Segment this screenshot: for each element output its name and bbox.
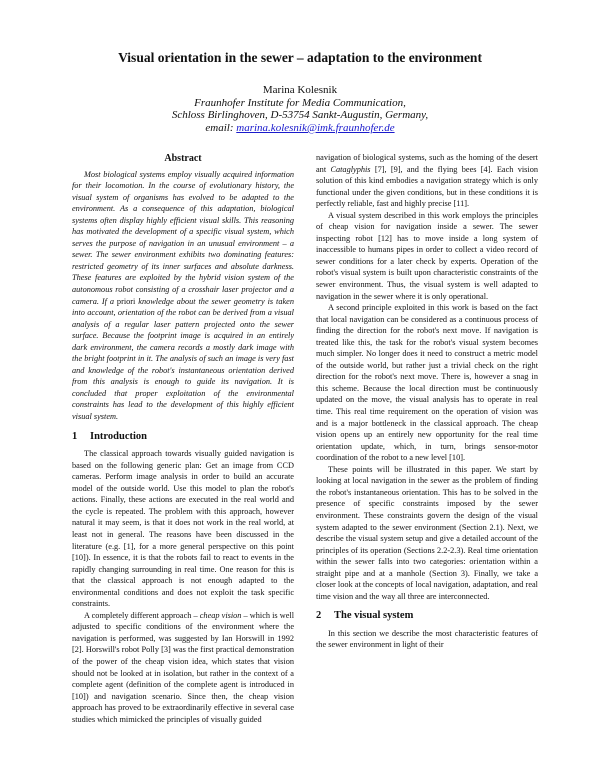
affiliation-line-2: Schloss Birlinghoven, D-53754 Sankt-Augustin, Germany, xyxy=(171,109,429,122)
section-2-number: 2 xyxy=(316,610,322,622)
left-column xyxy=(72,150,294,725)
continued-part-1: navigation of biological systems, such as the homing of the desert ant xyxy=(316,153,538,174)
abstract-priori-word: priori xyxy=(116,296,136,306)
affiliation-line-1: Fraunhofer Institute for Media Communication, xyxy=(194,96,406,109)
email-label: email: xyxy=(205,121,234,134)
abstract-text-part-2: knowledge about the sewer geometry is taken into account, orientation of the robot can be derived from a visual analysis of a regular laser pattern projected onto the sewer surface. Because the footprint image is acquired in an entirely dark environment, the camera records a mostly dark image with the bright footprint in it. The analysis of such an image is very fast and knowledge of the robot's instantaneous orientation derived from this analysis is enough to guide its navigation. It is concluded that proper exploitation of the environmental constraints has lead to the development of this highly efficient visual system. xyxy=(72,296,294,422)
email-line xyxy=(0,122,600,135)
intro-paragraph-2 xyxy=(72,610,294,725)
intro-paragraph-continued xyxy=(316,152,538,210)
intro-paragraph-1: The classical approach towards visually guided navigation is based on the following generic plan: Get an image from CCD cameras. Perform image analysis in order to build an accurate model of the outside world. Use this model to plan the robot's actions. Finally, these actions are executed in the real world and the cycle is repeated. The problem with this approach, however natural it may seem, is that it does not work in the real world, at least not in general. The reasons have been discussed in the literature (e.g. [1], for a more general perspective on this point [10]). In essence, it is that the robots fail to react to events in the rapidly changing surrounding in real time. One reason for this is that the classical approach is not enough adapted to the environmental conditions and does not exploit the task specific constraints. xyxy=(72,449,294,609)
intro-paragraph-3: A visual system described in this work employs the principles of cheap vision for navigation inside a sewer. The sewer inspecting robot [12] has to move inside a long system of inaccessible to humans pipes in order to collect a video record of sewer conditions for a later check by experts. Operation of the robot's visual system is built upon characteristic constraints of the sewer environment. Thus, the visual system is well adapted to navigation in the sewer where it is only operational. xyxy=(316,210,538,301)
abstract-heading: Abstract xyxy=(164,153,202,164)
intro-paragraph-5: These points will be illustrated in this paper. We start by looking at local navigation in the sewer as the problem of finding the robot's instantaneous orientation. This has to be solved in the presence of specific constraints imposed by the sewer environment. These constraints govern the design of the visual system adapted to the sewer environment (Section 2.1). Next, we describe the visual system setup and give a detailed account of the principles of its operation (Sections 2.2-2.3). Real time orientation within the sewer falls into two categories: orientation within a straight pipe and at a manhole (Section 3). Finally, we take a closer look at the concepts of local navigation, adaptation, and real time vision and the way all three are interconnected. xyxy=(316,464,538,601)
section-1-heading xyxy=(72,431,294,443)
section-1-title: Introduction xyxy=(90,430,147,442)
abstract-text-part-1: Most biological systems employ visually acquired information for their locomotion. In the course of evolutionary history, the visual system of organisms has evolved to be adapted to the environment. As a consequence of this adaptation, biological systems often display highly efficient visual skills. This reasoning has motivated the development of a specific visual system, which serves the purpose of navigation in an unusual environment – a sewer. The sewer environment exhibits two dominating features: restricted geometry of its inner surfaces and absolute darkness. These features are exploited by the hybrid vision system of the autonomous robot consisting of a crosshair laser projector and a camera. If a xyxy=(72,169,294,306)
author-block xyxy=(0,84,600,134)
cheap-vision-term: cheap vision xyxy=(199,610,242,620)
abstract-text xyxy=(72,169,294,423)
paper-title: Visual orientation in the sewer – adaptation to the environment xyxy=(118,50,482,65)
section-1-number: 1 xyxy=(72,430,78,442)
intro-paragraph-4: A second principle exploited in this work is based on the fact that local navigation can be considered as a continuous process of finding the direction for the robot's next move. If navigation is treated like this, the task for the robot's visual system becomes much simpler. No longer does it need to construct a metric model of the outside world, but rather just a trivial check on the right direction for the robot's next move. There is, however a snag in this scheme. Because the local direction must be continuously updated on the move, the visual analysis has to operate in real time. This real time requirement on the operation of vision was and is a major bottleneck in the classical approach. The cheap vision opens up an entirely new opportunity for the real time orientation update, which, in turn, brings sensor-motor coordination of the robot to a new level [10]. xyxy=(316,303,538,463)
author-name: Marina Kolesnik xyxy=(262,84,338,96)
section-2-title: The visual system xyxy=(334,610,414,622)
intro-paragraph-2-part-1: A completely different approach – xyxy=(84,610,198,620)
intro-paragraph-2-part-2: – which is well adjusted to specific conditions of the environment where the navigation is performed, was suggested by Ian Horswill in 1992 [2]. Horswill's robot Polly [3] was the first practical demonstration of the power of the cheap vision idea, which states that vision should not be looked at in isolation, but rather in the context of a complete agent (definition of the complete agent is introduced in [10]) and navigation scenario. Since then, the cheap vision approach has proved to be extraordinarily effective in several case studies which mimicked the principles of visually guided xyxy=(72,610,295,724)
species-name: Cataglyphis xyxy=(330,164,371,174)
continued-part-2: [7], [9], and the flying bees [4]. Each vision solution of this kind embodies a navigation strategy which is only functional under the given conditions, but in these conditions it is perfectly reliable, fast and highly precise [11]. xyxy=(316,164,538,209)
right-column xyxy=(316,152,538,651)
section-2-heading xyxy=(316,610,538,622)
email-link[interactable]: marina.kolesnik@imk.fraunhofer.de xyxy=(236,121,395,134)
section-2-paragraph-1: In this section we describe the most characteristic features of the sewer environment in light of their xyxy=(316,628,538,650)
